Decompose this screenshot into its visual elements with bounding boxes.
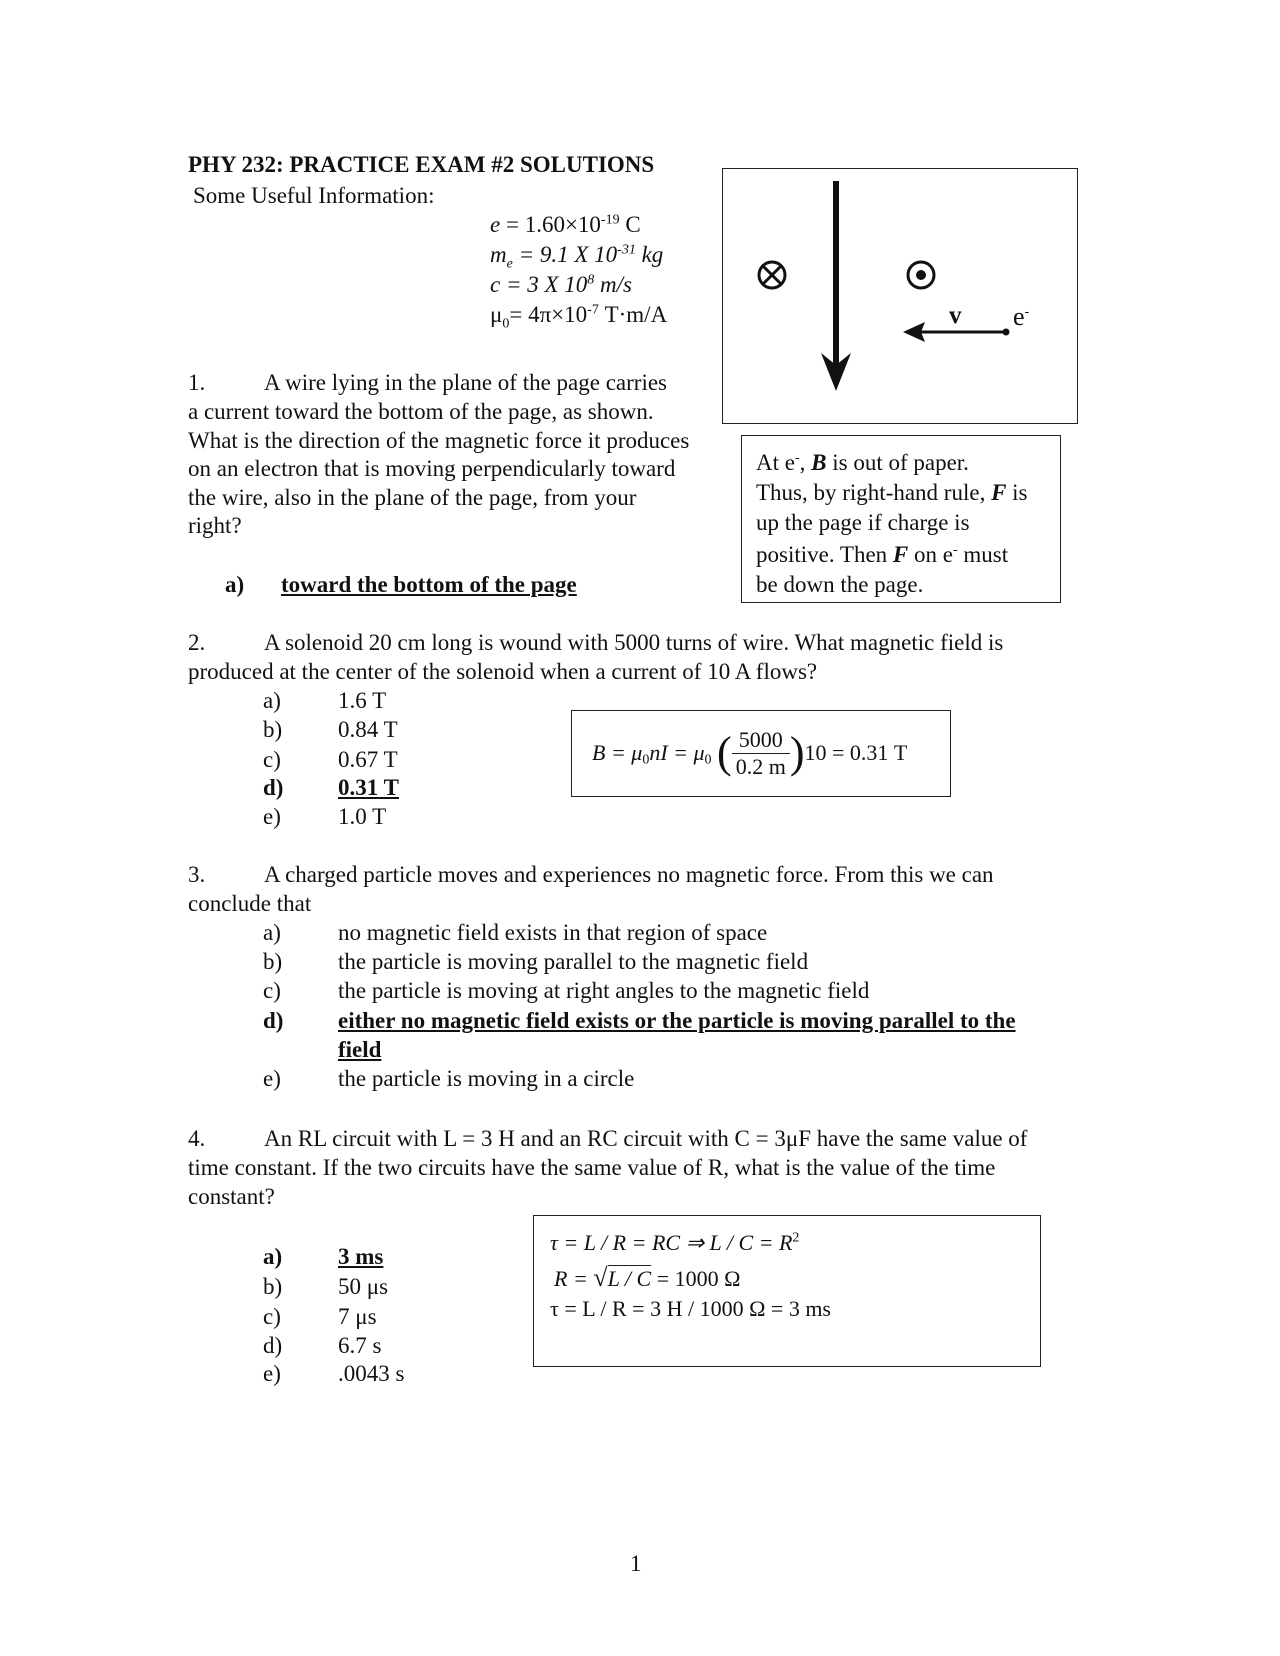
q2-option-label: d) [263, 775, 284, 800]
wire-diagram [722, 168, 1078, 424]
q4-solution-box [533, 1215, 1041, 1367]
q4-option-text: 6.7 s [338, 1333, 382, 1358]
q4-option-text: .0043 s [338, 1361, 405, 1386]
q3-option-label: e) [263, 1066, 281, 1091]
q2-correct-option-text: 0.31 T [338, 775, 399, 800]
page-title: PHY 232: PRACTICE EXAM #2 SOLUTIONS [188, 152, 655, 177]
q4-text-line: constant? [188, 1184, 275, 1209]
q2-number: 2. [188, 630, 206, 655]
q2-option-label: e) [263, 804, 281, 829]
q1-text-line: the wire, also in the plane of the page, from your [188, 485, 637, 510]
q1-solution-box [741, 435, 1061, 603]
q3-option-label: b) [263, 949, 283, 974]
q1-text-line: on an electron that is moving perpendicularly toward [188, 456, 676, 481]
q2-option-text: 1.0 T [338, 804, 387, 829]
q3-number: 3. [188, 862, 206, 887]
q3-correct-option-text-cont: field [338, 1037, 382, 1062]
q2-solution-box [571, 710, 951, 797]
q4-option-text: 7 μs [338, 1304, 377, 1329]
q4-text-line: An RL circuit with L = 3 H and an RC circuit with C = 3μF have the same value of [264, 1126, 1028, 1151]
q4-solution-line: R = √L / C = 1000 Ω [554, 1263, 741, 1292]
constant-mu0: $\mu_0= 4\pi\times 10^{-7}$ T·m/A [490, 302, 668, 332]
q3-text-line: A charged particle moves and experiences no magnetic force. From this we can [264, 862, 994, 887]
q2-option-label: c) [263, 747, 281, 772]
q3-option-text: the particle is moving at right angles to the magnetic field [338, 978, 870, 1003]
q1-number: 1. [188, 370, 206, 395]
q4-option-label: b) [263, 1274, 283, 1299]
q2-text-line: produced at the center of the solenoid when a current of 10 A flows? [188, 659, 818, 684]
q1-answer-text: toward the bottom of the page [281, 572, 577, 597]
useful-info-heading: Some Useful Information: [193, 183, 435, 208]
q3-option-text: the particle is moving in a circle [338, 1066, 635, 1091]
q3-option-label: a) [263, 920, 281, 945]
q1-text-line: right? [188, 513, 242, 538]
q1-answer-label: a) [225, 572, 245, 597]
q1-text-line: a current toward the bottom of the page, as shown. [188, 399, 654, 424]
q4-option-label: a) [263, 1244, 283, 1269]
constant-e: $e = 1.60\times 10^{-19}$ C [490, 212, 641, 237]
q3-option-label: d) [263, 1008, 284, 1033]
q4-option-label: d) [263, 1333, 283, 1358]
q1-solution-line: Thus, by right-hand rule, F is [756, 480, 1028, 505]
q4-solution-line: τ = L / R = 3 H / 1000 Ω = 3 ms [550, 1296, 831, 1321]
electron-label: e- [1013, 302, 1030, 331]
q4-solution-line: τ = L / R = RC ⇒ $L / C = R^2$ [550, 1230, 800, 1255]
wire-diagram-svg [723, 169, 1076, 422]
q4-number: 4. [188, 1126, 206, 1151]
constant-c: c = 3 X $10^8$ m/s [490, 272, 632, 297]
constants-list [490, 212, 667, 332]
q2-option-text: 0.84 T [338, 717, 398, 742]
page-number: 1 [630, 1551, 642, 1576]
q1-solution-line: At e-, B is out of paper. [756, 450, 969, 475]
q3-text-line: conclude that [188, 891, 312, 916]
q3-correct-option-text: either no magnetic field exists or the particle is moving parallel to the [338, 1008, 1016, 1033]
velocity-label: v [949, 302, 962, 329]
constant-me: $m_e = 9.1$ X $10^{-31}$ kg [490, 242, 664, 272]
q2-text-line: A solenoid 20 cm long is wound with 5000 turns of wire. What magnetic field is [264, 630, 1004, 655]
q4-correct-option-text: 3 ms [338, 1244, 384, 1269]
q4-option-label: e) [263, 1361, 281, 1386]
q2-option-label: a) [263, 688, 281, 713]
q2-solution-equation: $B = \mu_0nI = \mu_0$ ( $\frac{5000}{0.2 m}$ )10 = 0.31 T [592, 726, 908, 779]
q2-option-label: b) [263, 717, 283, 742]
field-out-of-page-icon [908, 262, 934, 288]
q3-option-text: the particle is moving parallel to the magnetic field [338, 949, 809, 974]
q1-solution-line: positive. Then F on e- must [756, 542, 1009, 567]
q2-option-text: 1.6 T [338, 688, 387, 713]
q1-solution-line: be down the page. [756, 572, 924, 597]
q4-option-label: c) [263, 1304, 281, 1329]
electron-dot-icon [1003, 329, 1010, 336]
q1-solution-line: up the page if charge is [756, 510, 970, 535]
sqrt-icon: √ [593, 1263, 608, 1292]
q2-option-text: 0.67 T [338, 747, 398, 772]
q3-option-label: c) [263, 978, 281, 1003]
field-into-page-icon [759, 262, 785, 288]
q3-option-text: no magnetic field exists in that region of space [338, 920, 768, 945]
q4-text-line: time constant. If the two circuits have the same value of R, what is the value of the time [188, 1155, 996, 1180]
q4-option-text: 50 μs [338, 1274, 389, 1299]
q1-text-line: A wire lying in the plane of the page carries [264, 370, 667, 395]
q1-text-line: What is the direction of the magnetic force it produces [188, 428, 690, 453]
